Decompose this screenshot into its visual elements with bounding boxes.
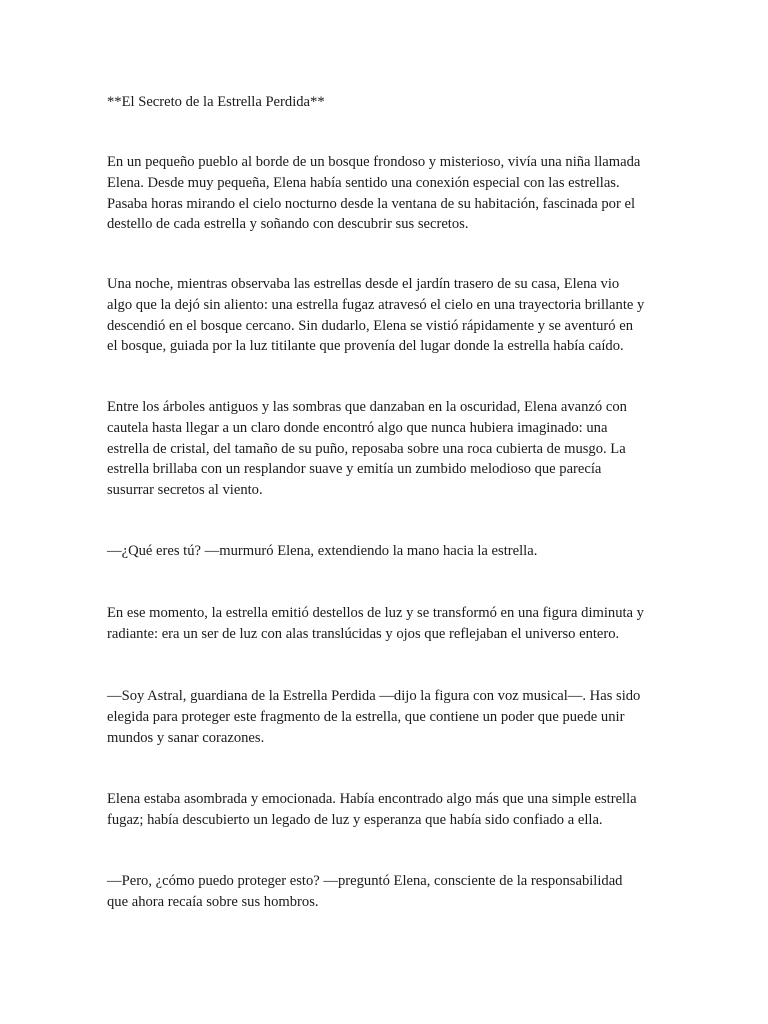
paragraph-line: cautela hasta llegar a un claro donde encontró algo que nunca hubiera imaginado: una: [107, 419, 608, 436]
paragraph-line: susurrar secretos al viento.: [107, 482, 263, 499]
paragraph-line: destello de cada estrella y soñando con descubrir sus secretos.: [107, 216, 469, 233]
paragraph-line: Pasaba horas mirando el cielo nocturno desde la ventana de su habitación, fascinada por el: [107, 195, 636, 212]
paragraph-line: —Pero, ¿cómo puedo proteger esto? —preguntó Elena, consciente de la responsabilidad: [107, 873, 623, 889]
paragraph-4: [107, 541, 537, 562]
paragraph-line: En ese momento, la estrella emitió destellos de luz y se transformó en una figura diminuta y: [107, 605, 644, 621]
paragraph-line: estrella brillaba con un resplandor suave y emitía un zumbido melodioso que parecía: [107, 461, 602, 478]
paragraph-line: En un pequeño pueblo al borde de un bosque frondoso y misterioso, vivía una niña llamada: [107, 154, 641, 170]
paragraph-5: [107, 603, 644, 645]
paragraph-line: estrella de cristal, del tamaño de su puño, reposaba sobre una roca cubierta de musgo. La: [107, 440, 626, 457]
paragraph-line: descendió en el bosque cercano. Sin dudarlo, Elena se vistió rápidamente y se aventuró en: [107, 317, 634, 334]
paragraph-line: fugaz; había descubierto un legado de luz y esperanza que había sido confiado a ella.: [107, 811, 603, 828]
document-title: **El Secreto de la Estrella Perdida**: [107, 94, 325, 110]
paragraph-line: radiante: era un ser de luz con alas translúcidas y ojos que reflejaban el universo entero.: [107, 625, 620, 642]
paragraph-1: [107, 152, 640, 235]
paragraph-line: Una noche, mientras observaba las estrellas desde el jardín trasero de su casa, Elena vio: [107, 276, 620, 292]
paragraph-7: [107, 789, 637, 831]
paragraph-3: [107, 397, 627, 501]
paragraph-line: Elena. Desde muy pequeña, Elena había sentido una conexión especial con las estrellas.: [107, 174, 620, 191]
paragraph-8: [107, 871, 622, 913]
paragraph-6: [107, 686, 640, 748]
paragraph-2: [107, 274, 644, 357]
paragraph-line: Entre los árboles antiguos y las sombras que danzaban en la oscuridad, Elena avanzó con: [107, 399, 627, 415]
paragraph-line: que ahora recaía sobre sus hombros.: [107, 893, 319, 910]
paragraph-line: algo que la dejó sin aliento: una estrella fugaz atravesó el cielo en una trayectoria brillante y: [107, 296, 645, 313]
paragraph-line: —Soy Astral, guardiana de la Estrella Perdida —dijo la figura con voz musical—. Has sido: [107, 688, 641, 704]
paragraph-line: Elena estaba asombrada y emocionada. Había encontrado algo más que una simple estrella: [107, 791, 637, 807]
paragraph-line: elegida para proteger este fragmento de la estrella, que contiene un poder que puede unir: [107, 708, 625, 725]
paragraph-line: mundos y sanar corazones.: [107, 729, 265, 746]
paragraph-line: el bosque, guiada por la luz titilante que provenía del lugar donde la estrella había caído.: [107, 338, 624, 355]
paragraph-line: —¿Qué eres tú? —murmuró Elena, extendiendo la mano hacia la estrella.: [107, 543, 538, 559]
